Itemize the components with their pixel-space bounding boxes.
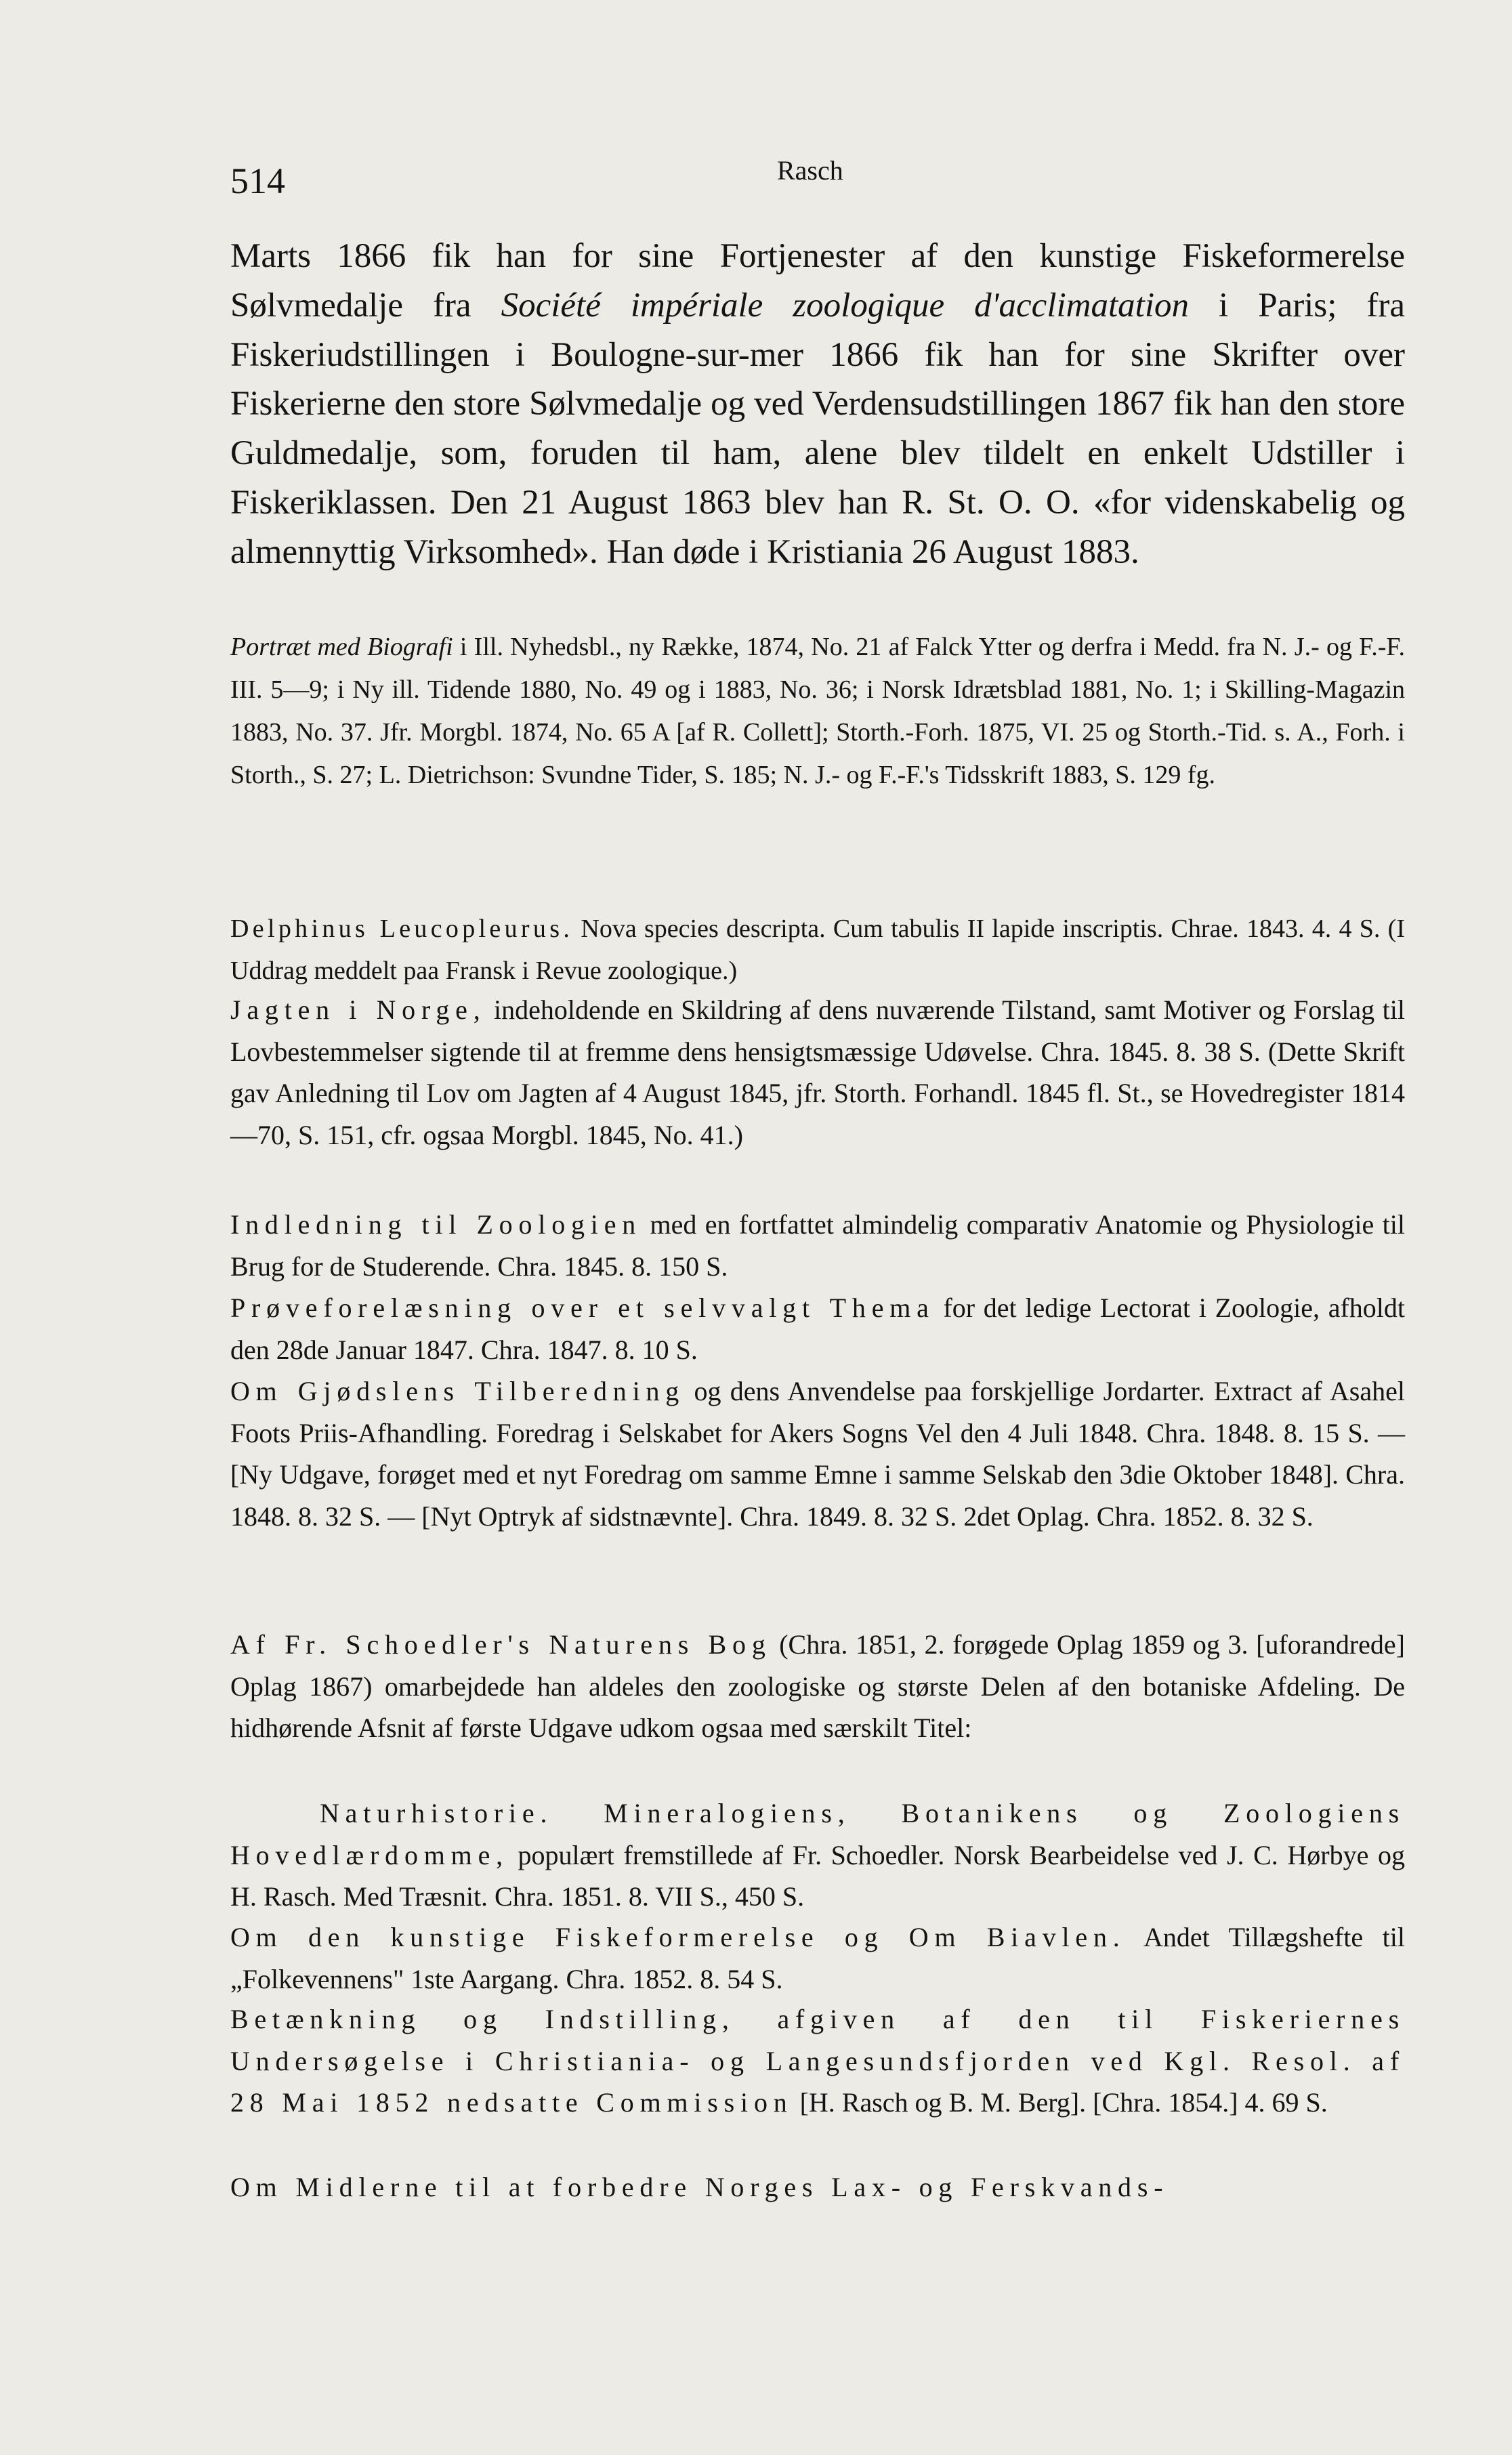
work-details: for det ledige Lectorat i Zoologie, afholdt den 28de Januar 1847. Chra. 1847. 8. 10 S.	[230, 1293, 1406, 1365]
work-details: Andet Tillægshefte til „Folkevennens" 1ste Aargang. Chra. 1852. 8. 54 S.	[230, 1922, 1405, 1994]
work-title: Delphinus Leucopleurus.	[230, 915, 574, 943]
work-entry	[230, 908, 1405, 992]
work-details: med en fortfattet almindelig comparativ Anatomie og Physiologie til Brug for de Studerende. Chra. 1845. 8. 150 S.	[230, 1209, 1405, 1282]
work-title: Betænkning og Indstilling, afgiven af den til Fiskeriernes Undersøgelse i Christiania- og Langesundsfjorden ved Kgl. Resol. af 28 Mai 1852 nedsatte Commission	[230, 2004, 1405, 2118]
work-entry	[230, 1204, 1405, 1287]
references-paragraph	[230, 626, 1405, 797]
work-title: Af Fr. Schoedler's Naturens Bog	[230, 1629, 772, 1660]
work-title: Jagten i Norge,	[230, 994, 486, 1025]
work-entry	[230, 2166, 1405, 2208]
work-entry	[230, 1287, 1405, 1370]
work-entry	[230, 1370, 1405, 1537]
work-title: Naturhistorie. Mineralogiens, Botanikens og Zoologiens Hovedlærdomme,	[230, 1798, 1405, 1870]
portrait-label: Portræt med Biografi	[230, 633, 453, 661]
work-details: (Chra. 1851, 2. forøgede Oplag 1859 og 3. [uforandrede] Oplag 1867) omarbejdede han aldeles den zoologiske og største Delen af den botaniske Afdeling. De hidhørende Afsnit af første Udgave udkom ogsaa med særskilt Titel:	[230, 1629, 1406, 1743]
biography-text: Marts 1866 fik han for sine Fortjenester af den kunstige Fiskeformerelse Sølvmedalje fra	[230, 237, 1405, 324]
work-details: indeholdende en Skildring af dens nuværende Tilstand, samt Motiver og Forslag til Lovbestemmelser sigtende til at fremme dens hensigtsmæssige Udøvelse. Chra. 1845. 8. 38 S. (Dette Skrift gav Anledning til Lov om Jagten af 4 August 1845, jfr. Storth. Forhandl. 1845 fl. St., se Hovedregister 1814—70, S. 151, cfr. ogsaa Morgbl. 1845, No. 41.)	[230, 994, 1405, 1150]
work-details: og dens Anvendelse paa forskjellige Jordarter. Extract af Asahel Foots Priis-Afhandling. Foredrag i Selskabet for Akers Sogns Vel den 4 Juli 1848. Chra. 1848. 8. 15 S. — [Ny Udgave, forøget med et nyt Foredrag om samme Emne i samme Selskab den 3die Oktober 1848]. Chra. 1848. 8. 32 S. — [Nyt Optryk af sidstnævnte]. Chra. 1849. 8. 32 S. 2det Oplag. Chra. 1852. 8. 32 S.	[230, 1376, 1405, 1532]
work-details: Nova species descripta. Cum tabulis II lapide inscriptis. Chrae. 1843. 4. 4 S. (I Uddrag meddelt paa Fransk i Revue zoologique.)	[230, 915, 1405, 985]
work-title: Om Midlerne til at forbedre Norges Lax- og Ferskvands-	[230, 2172, 1169, 2202]
running-head: Rasch	[777, 155, 843, 186]
work-title: Om Gjødslens Tilberedning	[230, 1376, 686, 1406]
work-entry	[230, 1792, 1405, 1918]
work-entry	[230, 989, 1405, 1156]
work-entry	[230, 1998, 1405, 2124]
biography-text-continued: i Paris; fra Fiskeriudstillingen i Boulogne-sur-mer 1866 fik han for sine Skrifter over Fiskerierne den store Sølvmedalje og ved Verdensudstillingen 1867 fik han den store Guldmedalje, som, foruden til ham, alene blev tildelt en enkelt Udstiller i Fiskeriklassen. Den 21 August 1863 blev han R. St. O. O. «for videnskabelig og almennyttig Virksomhed». Han døde i Kristiania 26 August 1883.	[230, 286, 1405, 571]
work-title: Om den kunstige Fiskeformerelse og Om Biavlen.	[230, 1922, 1126, 1952]
work-entry	[230, 1624, 1405, 1749]
references-text: i Ill. Nyhedsbl., ny Række, 1874, No. 21 af Falck Ytter og derfra i Medd. fra N. J.- og F.-F. III. 5—9; i Ny ill. Tidende 1880, No. 49 og i 1883, No. 36; i Norsk Idrætsblad 1881, No. 1; i Skilling-Magazin 1883, No. 37. Jfr. Morgbl. 1874, No. 65 A [af R. Collett]; Storth.-Forh. 1875, VI. 25 og Storth.-Tid. s. A., Forh. i Storth., S. 27; L. Dietrichson: Svundne Tider, S. 185; N. J.- og F.-F.'s Tidsskrift 1883, S. 129 fg.	[230, 633, 1406, 789]
work-title: Prøveforelæsning over et selvvalgt Thema	[230, 1293, 935, 1323]
society-name: Société impériale zoologique d'acclimatation	[501, 286, 1189, 324]
work-title: Indledning til Zoologien	[230, 1209, 642, 1240]
work-details: populært fremstillede af Fr. Schoedler. Norsk Bearbeidelse ved J. C. Hørbye og H. Rasch. Med Træsnit. Chra. 1851. 8. VII S., 450 S.	[230, 1839, 1405, 1912]
biography-paragraph	[230, 232, 1405, 577]
work-details: [H. Rasch og B. M. Berg]. [Chra. 1854.] 4. 69 S.	[793, 2087, 1328, 2118]
page-number: 514	[230, 161, 285, 201]
work-entry	[230, 1916, 1405, 2000]
